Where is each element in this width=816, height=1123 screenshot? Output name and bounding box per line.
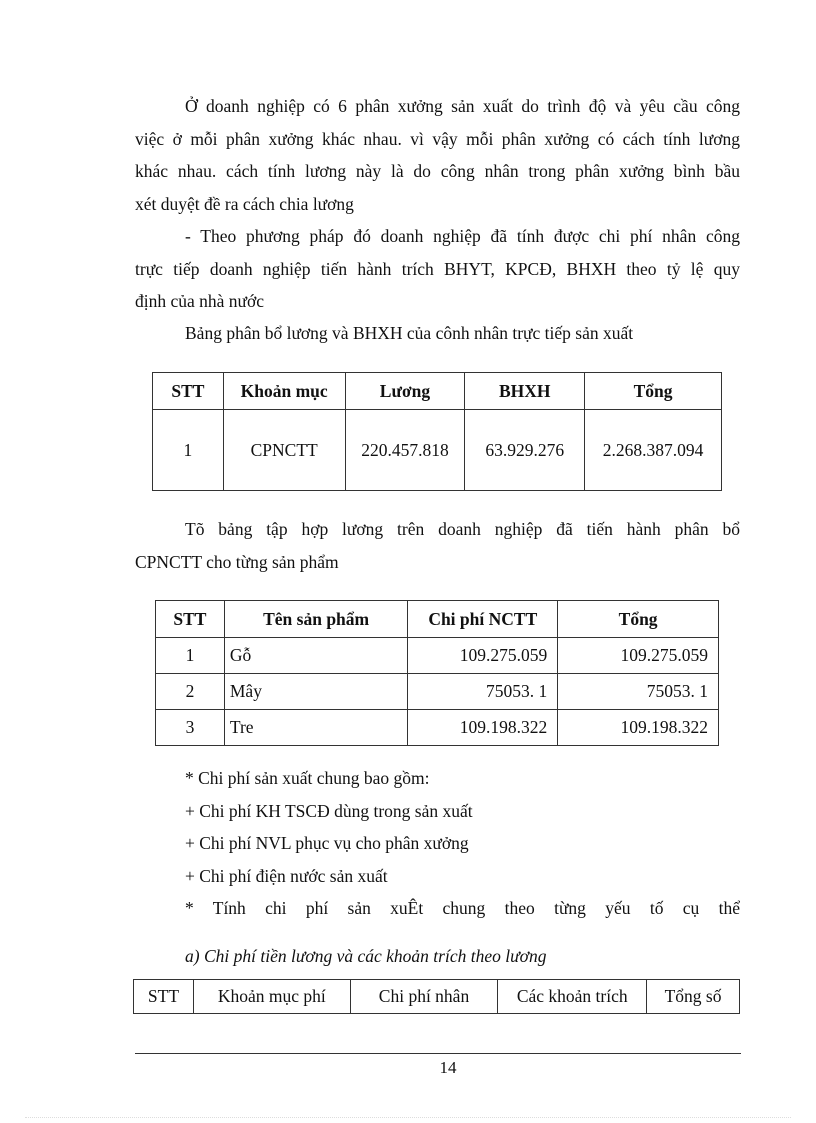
list-item: + Chi phí điện nước sản xuất (185, 866, 388, 886)
header-tong: Tổng (558, 601, 719, 638)
header-stt: STT (156, 601, 225, 638)
header-khoan-muc-phi: Khoản mục phí (193, 980, 350, 1014)
salary-deduction-table (133, 979, 740, 1014)
text-line: định của nhà nước (135, 291, 265, 311)
text-line: khác nhau. cách tính lương này là do công nhân trong phân xưởng bình bầu (135, 161, 740, 181)
header-luong: Lương (345, 373, 465, 410)
cell-bhxh: 63.929.276 (465, 410, 585, 491)
table-header-row (134, 980, 740, 1014)
cell-total: 109.198.322 (558, 710, 719, 746)
header-stt: STT (134, 980, 194, 1014)
header-cac-khoan-trich: Các khoản trích (498, 980, 647, 1014)
list-item: * Chi phí sản xuất chung bao gồm: (185, 768, 430, 788)
cell-product: Mây (224, 674, 408, 710)
header-khoan-muc: Khoản mục (223, 373, 345, 410)
cell-khoan-muc: CPNCTT (223, 410, 345, 491)
page-number: 14 (439, 1058, 457, 1077)
cell-stt: 1 (156, 638, 225, 674)
paragraph-salary-calculation (135, 90, 740, 220)
table-row (156, 674, 719, 710)
text-line: Tõ bảng tập hợp lương trên doanh nghiệp đã tiến hành phân bổ (185, 519, 740, 539)
cell-cost: 109.198.322 (408, 710, 558, 746)
list-item: * Tính chi phí sản xuÊt chung theo từng yếu tố cụ thể (185, 898, 740, 918)
salary-allocation-table (152, 372, 722, 491)
text-line: việc ở mỗi phân xưởng khác nhau. vì vậy mỗi phân xưởng có cách tính lương (135, 128, 740, 149)
cell-total: 109.275.059 (558, 638, 719, 674)
cell-cost: 75053. 1 (408, 674, 558, 710)
cell-tong: 2.268.387.094 (585, 410, 722, 491)
header-ten-san-pham: Tên sản phẩm (224, 601, 408, 638)
list-item: + Chi phí KH TSCĐ dùng trong sản xuất (185, 801, 473, 821)
text-line: CPNCTT cho từng sản phẩm (135, 551, 339, 572)
text-line: - Theo phương pháp đó doanh nghiệp đã tính được chi phí nhân công (185, 226, 740, 246)
cell-total: 75053. 1 (558, 674, 719, 710)
list-item: + Chi phí NVL phục vụ cho phân xưởng (185, 833, 469, 853)
paragraph-allocation (135, 513, 740, 578)
text-line: xét duyệt đề ra cách chia lương (135, 193, 354, 214)
cell-luong: 220.457.818 (345, 410, 465, 491)
cell-stt: 2 (156, 674, 225, 710)
header-tong: Tổng (585, 373, 722, 410)
table-row (153, 410, 722, 491)
header-bhxh: BHXH (465, 373, 585, 410)
cell-cost: 109.275.059 (408, 638, 558, 674)
product-cost-table (155, 600, 719, 746)
cell-product: Tre (224, 710, 408, 746)
header-chi-phi-nctt: Chi phí NCTT (408, 601, 558, 638)
paragraph-method (135, 220, 740, 318)
header-tong-so: Tổng số (647, 980, 740, 1014)
page-boundary (25, 1117, 791, 1118)
footer-divider (135, 1053, 741, 1054)
table1-caption: Bảng phân bổ lương và BHXH của cônh nhân trực tiếp sản xuất (185, 323, 634, 343)
table-row (156, 710, 719, 746)
cell-stt: 1 (153, 410, 224, 491)
table-row (156, 638, 719, 674)
section-subheading: a) Chi phí tiền lương và các khoản trích theo lương (185, 946, 547, 966)
text-line: trực tiếp doanh nghiệp tiến hành trích BHYT, KPCĐ, BHXH theo tỷ lệ quy (135, 258, 740, 279)
cell-product: Gỗ (224, 638, 408, 674)
table-header-row (153, 373, 722, 410)
table-header-row (156, 601, 719, 638)
header-chi-phi-nhan: Chi phí nhân (350, 980, 498, 1014)
text-line: Ở doanh nghiệp có 6 phân xưởng sản xuất do trình độ và yêu cầu công (185, 96, 740, 116)
cell-stt: 3 (156, 710, 225, 746)
header-stt: STT (153, 373, 224, 410)
